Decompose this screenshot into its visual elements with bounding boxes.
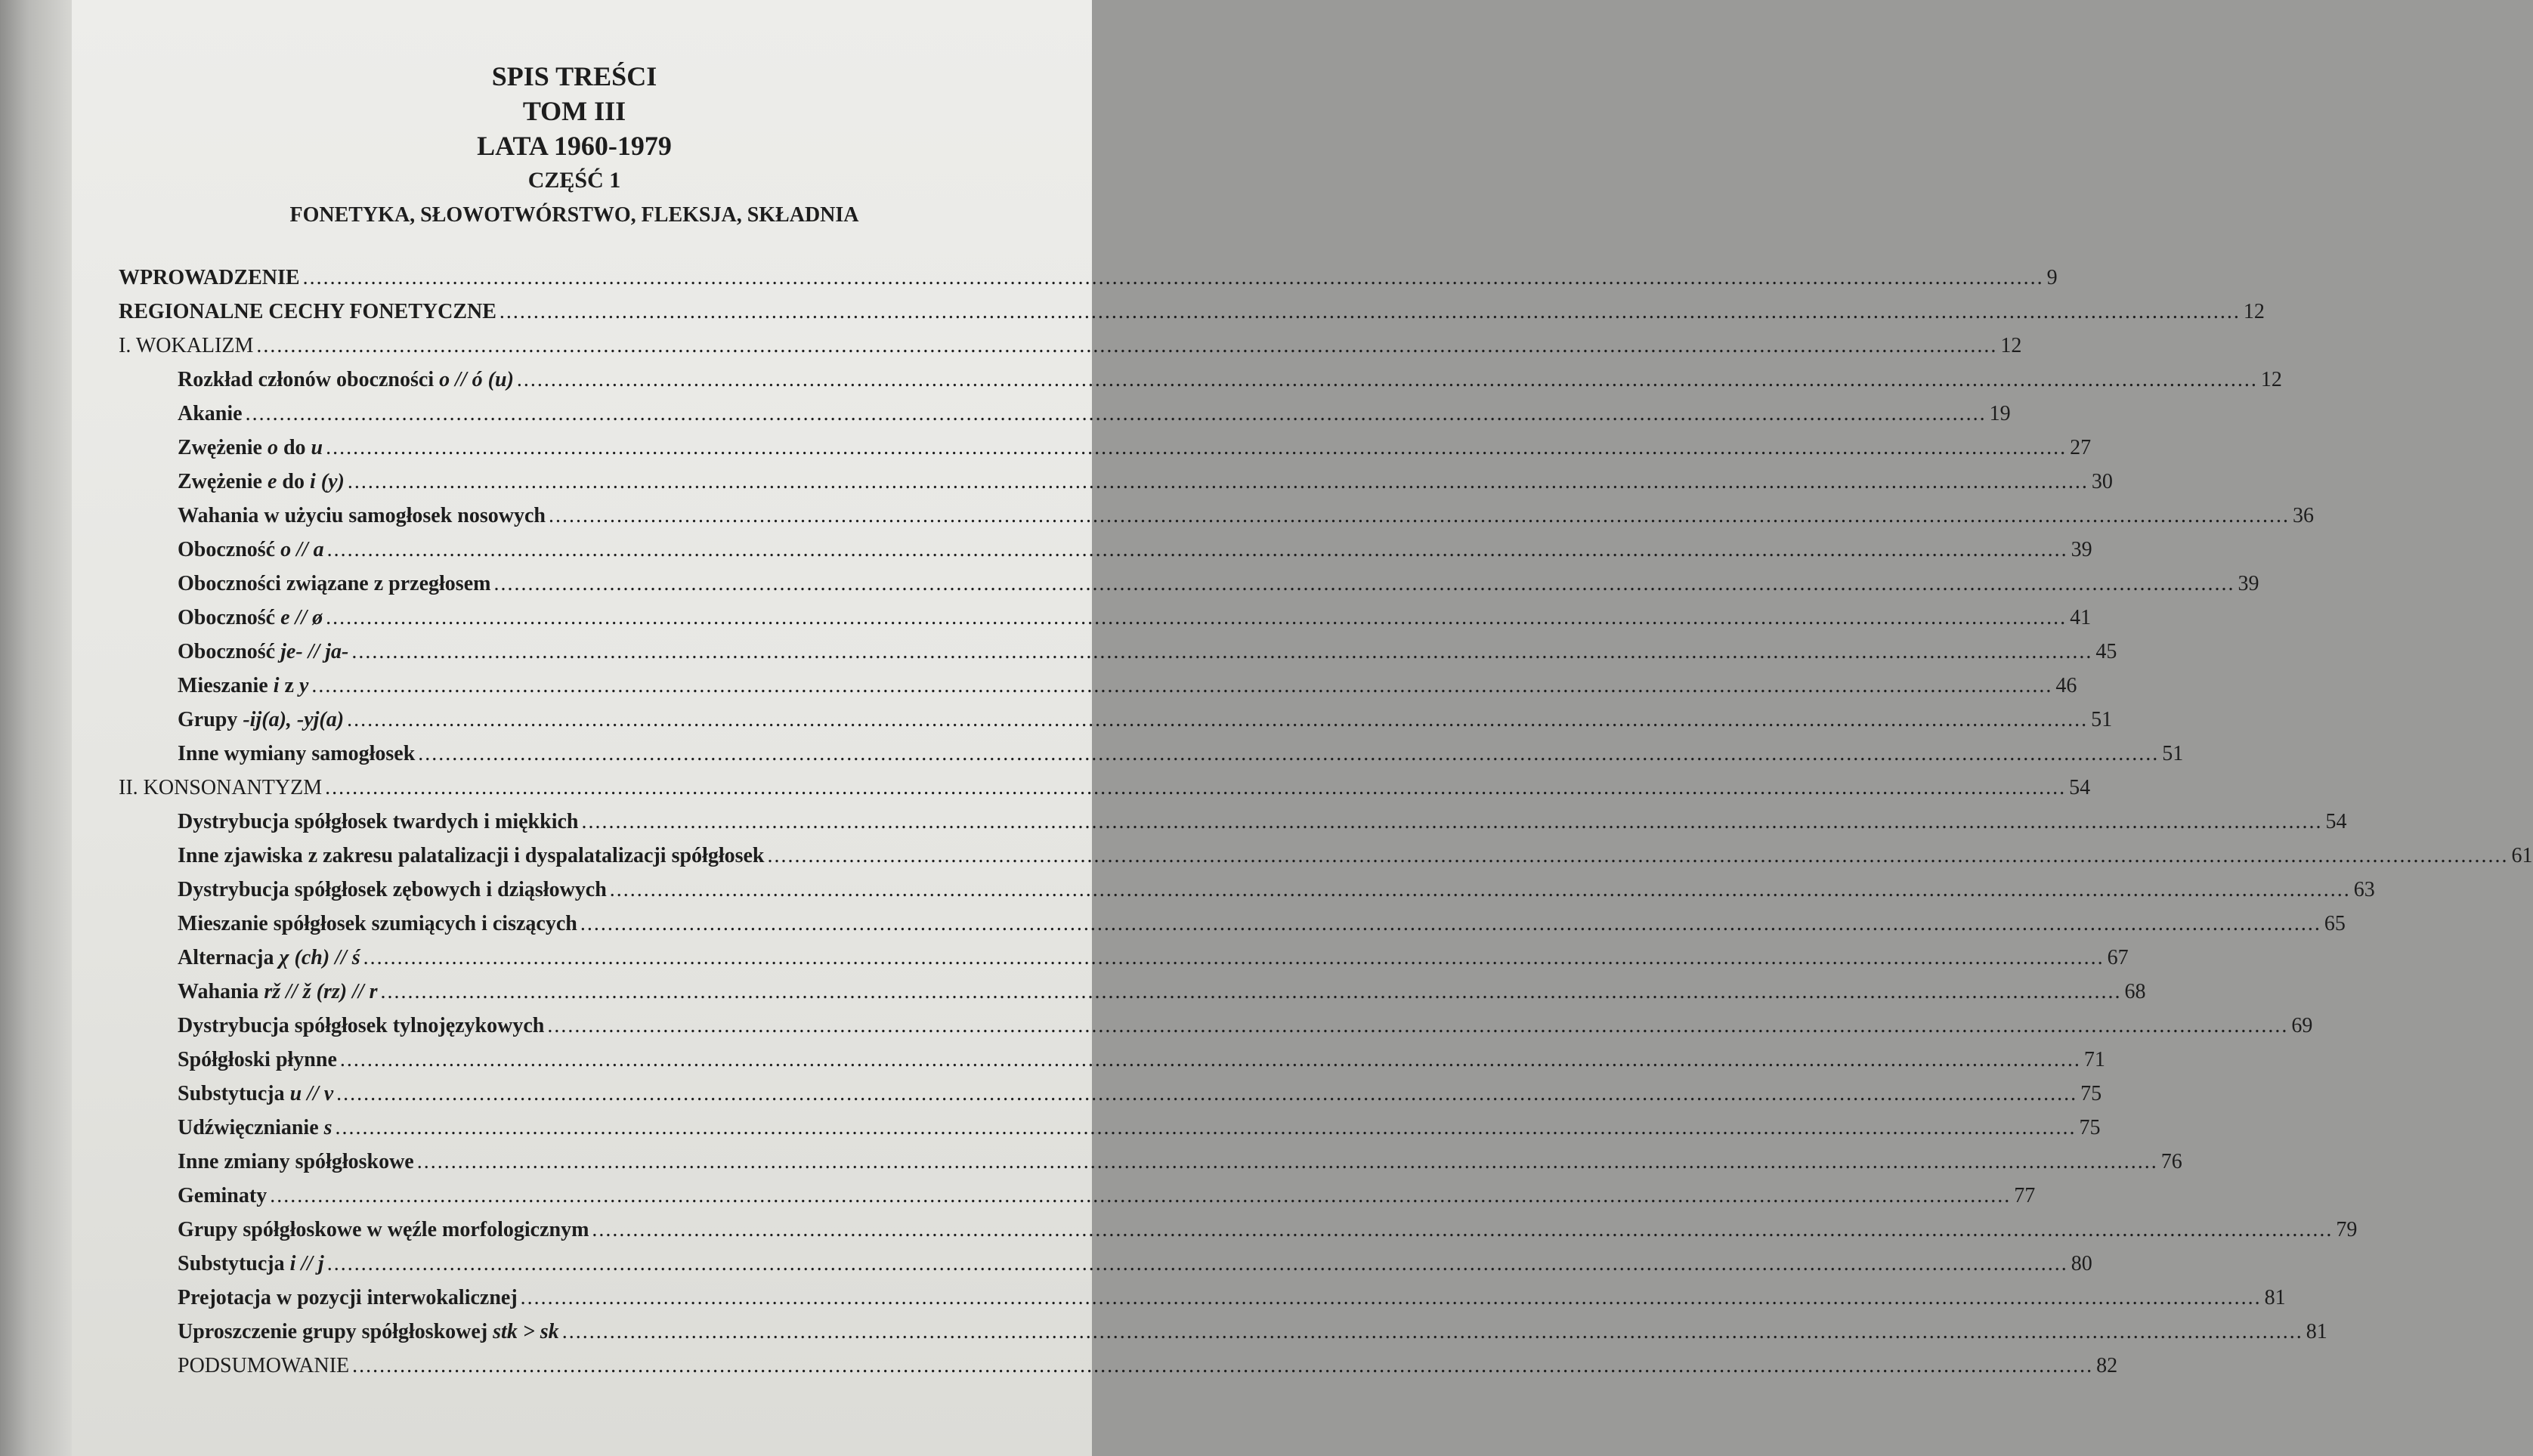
toc-entry: Grupy spółgłoskowe w węźle morfologicznym ..... 79 [119,1218,1105,1252]
toc-entry: Inne wymiany samogłosek ..... 51 [119,742,1105,776]
toc-entry: Udźwięcznianie s ..... 75 [119,1116,1105,1150]
toc-entry: REGIONALNE CECHY FONETYCZNE ..... 12 [119,300,1105,334]
book-gutter [0,0,72,1456]
toc-entry: Substytucja i // j ..... 80 [119,1252,1105,1286]
toc-entry: Oboczność je- // ja- ..... 45 [119,640,1105,674]
toc-entry: Wahania w użyciu samogłosek nosowych ..... 36 [119,504,1105,538]
toc-entry: Spółgłoski płynne ..... 71 [119,1048,1105,1082]
page-title: SPIS TREŚCI [491,61,657,91]
toc-entry: Akanie ..... 19 [119,402,1105,436]
toc-entry: Dystrybucja spółgłosek zębowych i dziąsłowych ..... 63 [119,878,1105,912]
toc-entry: PODSUMOWANIE ..... 82 [119,1354,1105,1388]
toc-entry: Oboczność o // a ..... 39 [119,538,1105,572]
toc-entry: Zwężenie o do u ..... 27 [119,436,1105,470]
toc-entry: Zwężenie e do i (y) ..... 30 [119,470,1105,504]
toc-entry: Rozkład członów oboczności o // ó (u) ..... 12 [119,368,1105,402]
years-label: LATA 1960-1979 [477,131,672,161]
toc-entry: WPROWADZENIE ..... 9 [119,266,1105,300]
toc-entry: Substytucja u // v ..... 75 [119,1082,1105,1116]
toc-entry: Oboczności związane z przegłosem ..... 39 [119,572,1105,606]
toc-entry: Uproszczenie grupy spółgłoskowej stk > sk ..... 81 [119,1320,1105,1354]
toc-entry: Dystrybucja spółgłosek tylnojęzykowych ..... 69 [119,1014,1105,1048]
toc-entry: Grupy -ij(a), -yj(a) ..... 51 [119,708,1105,742]
subtitle: FONETYKA, SŁOWOTWÓRSTWO, FLEKSJA, SKŁADNIA [289,203,859,227]
toc-header [72,59,1077,233]
book-page [72,0,2533,1456]
part-label: CZĘŚĆ 1 [527,168,621,193]
toc-entry: Mieszanie spółgłosek szumiących i ciszących ..... 65 [119,912,1105,946]
toc-entry: Oboczność e // ø ..... 41 [119,606,1105,640]
toc-entry: Alternacja χ (ch) // ś ..... 67 [119,946,1105,980]
toc-entry: Inne zjawiska z zakresu palatalizacji i dyspalatalizacji spółgłosek ..... 61 [119,844,1105,878]
table-of-contents [119,266,2533,1388]
toc-entry: Dystrybucja spółgłosek twardych i miękkich ..... 54 [119,810,1105,844]
toc-entry: Inne zmiany spółgłoskowe ..... 76 [119,1150,1105,1184]
toc-entry: Mieszanie i z y ..... 46 [119,674,1105,708]
toc-entry: Geminaty ..... 77 [119,1184,1105,1218]
toc-entry: Wahania rž // ž (rz) // r ..... 68 [119,980,1105,1014]
toc-entry: II. KONSONANTYZM ..... 54 [119,776,1105,810]
volume-label: TOM III [522,96,626,126]
toc-entry: Prejotacja w pozycji interwokalicznej ..... 81 [119,1286,1105,1320]
toc-entry: I. WOKALIZM ..... 12 [119,334,1105,368]
